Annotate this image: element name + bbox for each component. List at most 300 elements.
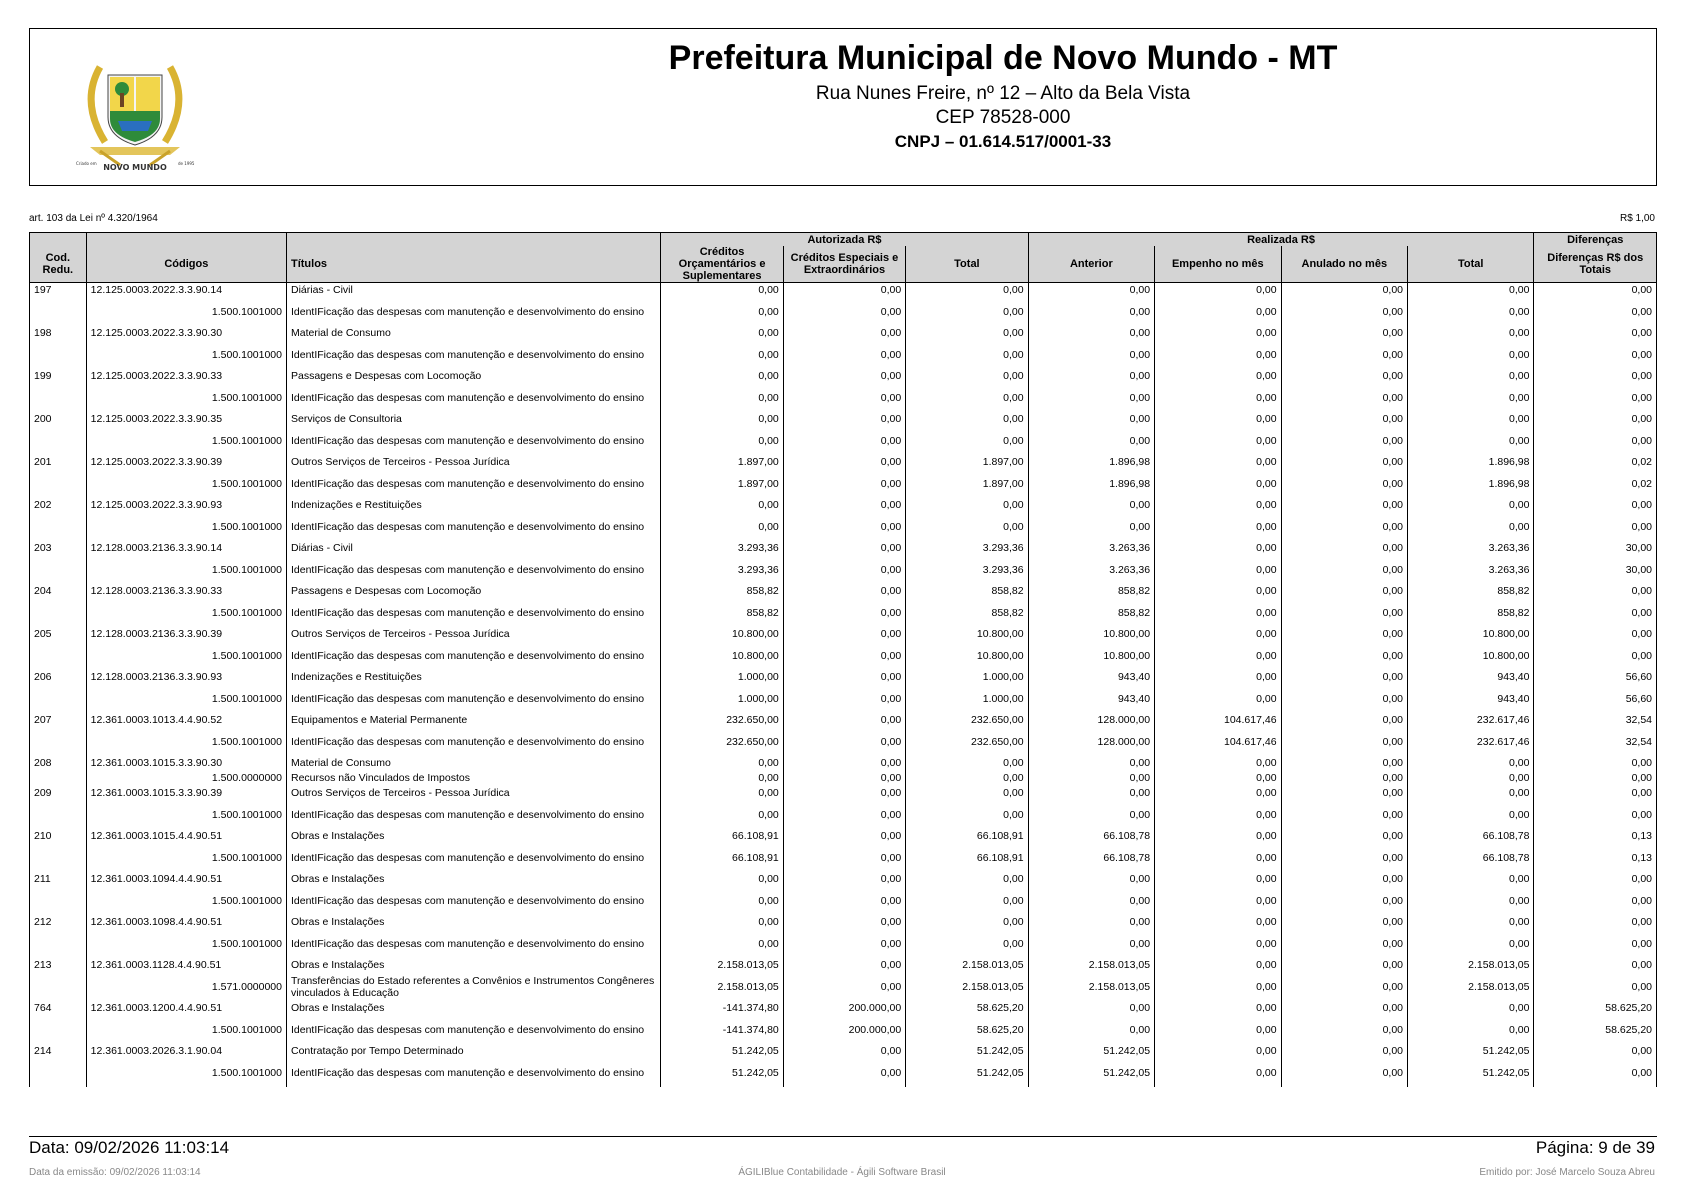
cell-empenho: 0,00 xyxy=(1155,1044,1281,1059)
cell-total-realized: 3.263,36 xyxy=(1408,556,1534,584)
cell-total-authorized: 0,00 xyxy=(906,930,1028,958)
cell-cod xyxy=(30,771,87,786)
cell-title: Passagens e Despesas com Locomoção xyxy=(286,369,660,384)
cell-credits: 0,00 xyxy=(661,771,783,786)
cell-difference: 58.625,20 xyxy=(1534,1001,1657,1016)
cell-total-realized: 10.800,00 xyxy=(1408,642,1534,670)
cell-title: Equipamentos e Material Permanente xyxy=(286,713,660,728)
cell-title: Outros Serviços de Terceiros - Pessoa Jurídica xyxy=(286,786,660,801)
cell-cod xyxy=(30,1059,87,1087)
cell-code: 12.361.0003.1128.4.4.90.51 xyxy=(86,958,286,973)
cell-code: 1.500.1001000 xyxy=(86,341,286,369)
cell-empenho: 0,00 xyxy=(1155,341,1281,369)
cell-credits: 10.800,00 xyxy=(661,627,783,642)
cell-special: 0,00 xyxy=(783,887,905,915)
cell-anulado: 0,00 xyxy=(1281,642,1407,670)
cell-cod: 764 xyxy=(30,1001,87,1016)
cell-total-authorized: 2.158.013,05 xyxy=(906,958,1028,973)
cell-anulado: 0,00 xyxy=(1281,872,1407,887)
cell-credits: 0,00 xyxy=(661,872,783,887)
cell-code: 1.500.1001000 xyxy=(86,384,286,412)
cell-difference: 0,00 xyxy=(1534,283,1657,299)
cell-total-authorized: 1.000,00 xyxy=(906,685,1028,713)
column-header-special-credits: Créditos Especiais e Extraordinários xyxy=(783,246,905,283)
column-header-total-authorized: Total xyxy=(906,246,1028,283)
cell-code: 1.500.1001000 xyxy=(86,513,286,541)
cell-empenho: 0,00 xyxy=(1155,427,1281,455)
cell-title: IdentIFicação das despesas com manutenção e desenvolvimento do ensino xyxy=(286,427,660,455)
cell-total-realized: 1.896,98 xyxy=(1408,455,1534,470)
cell-total-realized: 943,40 xyxy=(1408,670,1534,685)
cell-difference: 0,00 xyxy=(1534,1059,1657,1087)
table-row-detail xyxy=(30,556,1657,584)
table-row xyxy=(30,1001,1657,1016)
cell-total-realized: 0,00 xyxy=(1408,786,1534,801)
cell-credits: 1.000,00 xyxy=(661,685,783,713)
cell-difference: 0,00 xyxy=(1534,930,1657,958)
cell-anulado: 0,00 xyxy=(1281,973,1407,1001)
cell-special: 0,00 xyxy=(783,872,905,887)
cell-credits: 0,00 xyxy=(661,412,783,427)
cell-code: 1.500.1001000 xyxy=(86,930,286,958)
cell-cod: 211 xyxy=(30,872,87,887)
table-row xyxy=(30,1044,1657,1059)
cell-special: 0,00 xyxy=(783,670,905,685)
cell-prior: 0,00 xyxy=(1028,298,1154,326)
cell-prior: 0,00 xyxy=(1028,1001,1154,1016)
cell-empenho: 0,00 xyxy=(1155,627,1281,642)
cell-title: Material de Consumo xyxy=(286,326,660,341)
table-row-detail xyxy=(30,642,1657,670)
table-row xyxy=(30,369,1657,384)
cell-anulado: 0,00 xyxy=(1281,915,1407,930)
cell-total-authorized: 0,00 xyxy=(906,369,1028,384)
cell-anulado: 0,00 xyxy=(1281,958,1407,973)
cell-difference: 0,13 xyxy=(1534,844,1657,872)
cell-empenho: 0,00 xyxy=(1155,599,1281,627)
group-header-realized: Realizada R$ xyxy=(1028,233,1534,247)
cell-credits: 232.650,00 xyxy=(661,728,783,756)
cell-credits: 66.108,91 xyxy=(661,844,783,872)
cell-title: Obras e Instalações xyxy=(286,915,660,930)
cell-cod: 198 xyxy=(30,326,87,341)
cell-empenho: 0,00 xyxy=(1155,756,1281,771)
cell-special: 0,00 xyxy=(783,455,905,470)
footer-software: ÁGILIBlue Contabilidade - Ágili Software Brasil xyxy=(738,1167,946,1178)
cell-empenho: 0,00 xyxy=(1155,844,1281,872)
cell-total-authorized: 0,00 xyxy=(906,801,1028,829)
cell-total-realized: 0,00 xyxy=(1408,283,1534,299)
cell-difference: 32,54 xyxy=(1534,728,1657,756)
cell-credits: 232.650,00 xyxy=(661,713,783,728)
cell-anulado: 0,00 xyxy=(1281,584,1407,599)
cell-difference: 56,60 xyxy=(1534,685,1657,713)
table-row-detail xyxy=(30,844,1657,872)
table-row-detail xyxy=(30,599,1657,627)
cell-anulado: 0,00 xyxy=(1281,599,1407,627)
cell-cod: 206 xyxy=(30,670,87,685)
cell-cod xyxy=(30,513,87,541)
cell-prior: 66.108,78 xyxy=(1028,844,1154,872)
svg-text:de 1995: de 1995 xyxy=(178,161,195,166)
cell-cod xyxy=(30,973,87,1001)
cell-title: IdentIFicação das despesas com manutenção e desenvolvimento do ensino xyxy=(286,930,660,958)
cell-code: 12.128.0003.2136.3.3.90.93 xyxy=(86,670,286,685)
cell-anulado: 0,00 xyxy=(1281,498,1407,513)
cell-difference: 0,00 xyxy=(1534,801,1657,829)
cell-credits: -141.374,80 xyxy=(661,1001,783,1016)
cell-credits: 3.293,36 xyxy=(661,556,783,584)
cell-prior: 0,00 xyxy=(1028,369,1154,384)
cell-prior: 858,82 xyxy=(1028,599,1154,627)
cell-empenho: 0,00 xyxy=(1155,1059,1281,1087)
footer-date: Data: 09/02/2026 11:03:14 xyxy=(29,1138,230,1157)
cell-title: Obras e Instalações xyxy=(286,958,660,973)
cell-special: 0,00 xyxy=(783,627,905,642)
cell-credits: 0,00 xyxy=(661,369,783,384)
cell-cod: 207 xyxy=(30,713,87,728)
table-row xyxy=(30,326,1657,341)
cell-title: Diárias - Civil xyxy=(286,541,660,556)
cell-credits: 51.242,05 xyxy=(661,1044,783,1059)
cell-code: 12.361.0003.1015.4.4.90.51 xyxy=(86,829,286,844)
cell-title: IdentIFicação das despesas com manutenção e desenvolvimento do ensino xyxy=(286,1016,660,1044)
cell-anulado: 0,00 xyxy=(1281,756,1407,771)
cell-special: 0,00 xyxy=(783,326,905,341)
cell-empenho: 0,00 xyxy=(1155,584,1281,599)
table-row xyxy=(30,670,1657,685)
cell-cod: 210 xyxy=(30,829,87,844)
table-row-detail xyxy=(30,341,1657,369)
cell-total-realized: 66.108,78 xyxy=(1408,829,1534,844)
cell-title: IdentIFicação das despesas com manutenção e desenvolvimento do ensino xyxy=(286,470,660,498)
cell-difference: 0,00 xyxy=(1534,326,1657,341)
cell-cod xyxy=(30,685,87,713)
table-row-detail xyxy=(30,930,1657,958)
cell-anulado: 0,00 xyxy=(1281,670,1407,685)
cell-difference: 0,00 xyxy=(1534,642,1657,670)
cell-cod: 208 xyxy=(30,756,87,771)
cell-total-authorized: 0,00 xyxy=(906,786,1028,801)
cell-empenho: 0,00 xyxy=(1155,541,1281,556)
table-row-detail xyxy=(30,685,1657,713)
cell-title: Serviços de Consultoria xyxy=(286,412,660,427)
cell-special: 0,00 xyxy=(783,1044,905,1059)
cell-special: 0,00 xyxy=(783,541,905,556)
cell-code: 12.128.0003.2136.3.3.90.39 xyxy=(86,627,286,642)
cell-prior: 0,00 xyxy=(1028,915,1154,930)
cell-prior: 0,00 xyxy=(1028,786,1154,801)
cell-total-authorized: 58.625,20 xyxy=(906,1001,1028,1016)
cell-total-realized: 0,00 xyxy=(1408,384,1534,412)
cell-difference: 0,00 xyxy=(1534,498,1657,513)
cell-cod xyxy=(30,930,87,958)
cell-empenho: 0,00 xyxy=(1155,915,1281,930)
cell-anulado: 0,00 xyxy=(1281,1059,1407,1087)
cell-cod: 213 xyxy=(30,958,87,973)
cell-special: 0,00 xyxy=(783,412,905,427)
cell-special: 0,00 xyxy=(783,513,905,541)
cell-prior: 0,00 xyxy=(1028,887,1154,915)
cell-anulado: 0,00 xyxy=(1281,326,1407,341)
column-header-total-realized: Total xyxy=(1408,246,1534,283)
cell-code: 1.500.1001000 xyxy=(86,298,286,326)
cell-cod: 214 xyxy=(30,1044,87,1059)
address-street: Rua Nunes Freire, nº 12 – Alto da Bela Vista xyxy=(815,83,1191,104)
cell-code: 1.571.0000000 xyxy=(86,973,286,1001)
cell-prior: 0,00 xyxy=(1028,513,1154,541)
table-row xyxy=(30,412,1657,427)
cell-title: Material de Consumo xyxy=(286,756,660,771)
cell-cod: 202 xyxy=(30,498,87,513)
cell-difference: 0,02 xyxy=(1534,455,1657,470)
cell-total-realized: 2.158.013,05 xyxy=(1408,973,1534,1001)
cell-prior: 51.242,05 xyxy=(1028,1059,1154,1087)
cell-anulado: 0,00 xyxy=(1281,685,1407,713)
cell-title: IdentIFicação das despesas com manutenção e desenvolvimento do ensino xyxy=(286,685,660,713)
cell-total-authorized: 1.897,00 xyxy=(906,455,1028,470)
cell-total-realized: 0,00 xyxy=(1408,369,1534,384)
cell-total-authorized: 0,00 xyxy=(906,412,1028,427)
cell-code: 12.361.0003.1015.3.3.90.30 xyxy=(86,756,286,771)
cell-total-realized: 0,00 xyxy=(1408,1016,1534,1044)
cell-title: IdentIFicação das despesas com manutenção e desenvolvimento do ensino xyxy=(286,1059,660,1087)
cell-empenho: 0,00 xyxy=(1155,498,1281,513)
cell-code: 1.500.1001000 xyxy=(86,427,286,455)
municipal-coat-of-arms-logo xyxy=(70,47,200,175)
cell-prior: 0,00 xyxy=(1028,283,1154,299)
cell-anulado: 0,00 xyxy=(1281,455,1407,470)
cell-prior: 3.263,36 xyxy=(1028,541,1154,556)
table-row-detail xyxy=(30,771,1657,786)
cell-cod xyxy=(30,801,87,829)
legal-basis: art. 103 da Lei nº 4.320/1964 xyxy=(29,213,158,224)
column-header-credits: Créditos Orçamentários e Suplementares xyxy=(661,246,783,283)
cell-credits: 0,00 xyxy=(661,756,783,771)
cell-special: 0,00 xyxy=(783,369,905,384)
cell-special: 0,00 xyxy=(783,756,905,771)
table-row xyxy=(30,627,1657,642)
cell-code: 1.500.1001000 xyxy=(86,599,286,627)
cell-difference: 58.625,20 xyxy=(1534,1016,1657,1044)
cell-difference: 0,00 xyxy=(1534,412,1657,427)
footer-issued-by: Emitido por: José Marcelo Souza Abreu xyxy=(1479,1167,1655,1178)
cell-empenho: 0,00 xyxy=(1155,829,1281,844)
table-row-detail xyxy=(30,887,1657,915)
cell-credits: 0,00 xyxy=(661,915,783,930)
cell-total-authorized: 0,00 xyxy=(906,887,1028,915)
cell-code: 12.361.0003.2026.3.1.90.04 xyxy=(86,1044,286,1059)
cell-code: 12.125.0003.2022.3.3.90.14 xyxy=(86,283,286,299)
cell-anulado: 0,00 xyxy=(1281,1044,1407,1059)
cell-difference: 0,00 xyxy=(1534,872,1657,887)
cell-difference: 56,60 xyxy=(1534,670,1657,685)
cell-anulado: 0,00 xyxy=(1281,728,1407,756)
cell-total-authorized: 858,82 xyxy=(906,584,1028,599)
column-header-empenho: Empenho no mês xyxy=(1155,246,1281,283)
cell-total-authorized: 232.650,00 xyxy=(906,713,1028,728)
cell-title: Indenizações e Restituições xyxy=(286,670,660,685)
cell-prior: 0,00 xyxy=(1028,1016,1154,1044)
cell-anulado: 0,00 xyxy=(1281,298,1407,326)
cell-credits: 0,00 xyxy=(661,384,783,412)
cell-empenho: 0,00 xyxy=(1155,556,1281,584)
cell-total-realized: 51.242,05 xyxy=(1408,1059,1534,1087)
cell-code: 12.125.0003.2022.3.3.90.93 xyxy=(86,498,286,513)
cell-title: Transferências do Estado referentes a Convênios e Instrumentos Congêneres vinculados à Educação xyxy=(286,973,660,1001)
cell-code: 1.500.1001000 xyxy=(86,470,286,498)
cell-total-realized: 3.263,36 xyxy=(1408,541,1534,556)
cell-special: 0,00 xyxy=(783,771,905,786)
cell-prior: 66.108,78 xyxy=(1028,829,1154,844)
cell-difference: 0,00 xyxy=(1534,584,1657,599)
cell-code: 1.500.1001000 xyxy=(86,685,286,713)
cell-prior: 0,00 xyxy=(1028,756,1154,771)
cell-total-authorized: 3.293,36 xyxy=(906,556,1028,584)
cell-code: 1.500.1001000 xyxy=(86,844,286,872)
table-row xyxy=(30,283,1657,299)
cell-prior: 0,00 xyxy=(1028,412,1154,427)
footer-divider xyxy=(29,1136,1657,1137)
cell-special: 0,00 xyxy=(783,1059,905,1087)
cell-credits: 1.000,00 xyxy=(661,670,783,685)
column-header-codes: Códigos xyxy=(86,246,286,283)
cell-prior: 943,40 xyxy=(1028,685,1154,713)
cell-special: 0,00 xyxy=(783,498,905,513)
cell-empenho: 0,00 xyxy=(1155,801,1281,829)
cell-anulado: 0,00 xyxy=(1281,844,1407,872)
cell-total-realized: 943,40 xyxy=(1408,685,1534,713)
cell-cod: 201 xyxy=(30,455,87,470)
column-header-cod: Cod. Redu. xyxy=(30,246,87,283)
cell-prior: 2.158.013,05 xyxy=(1028,973,1154,1001)
cell-empenho: 0,00 xyxy=(1155,326,1281,341)
cell-special: 0,00 xyxy=(783,298,905,326)
cell-total-authorized: 3.293,36 xyxy=(906,541,1028,556)
cell-total-authorized: 2.158.013,05 xyxy=(906,973,1028,1001)
cell-title: IdentIFicação das despesas com manutenção e desenvolvimento do ensino xyxy=(286,728,660,756)
table-row xyxy=(30,455,1657,470)
cell-prior: 0,00 xyxy=(1028,498,1154,513)
cell-total-realized: 0,00 xyxy=(1408,412,1534,427)
cell-code: 1.500.1001000 xyxy=(86,1059,286,1087)
cell-difference: 0,13 xyxy=(1534,829,1657,844)
cell-code: 12.125.0003.2022.3.3.90.30 xyxy=(86,326,286,341)
header-spacer xyxy=(286,233,660,247)
cell-code: 1.500.1001000 xyxy=(86,1016,286,1044)
column-header-titles: Títulos xyxy=(286,246,660,283)
cell-title: IdentIFicação das despesas com manutenção e desenvolvimento do ensino xyxy=(286,556,660,584)
cell-credits: 0,00 xyxy=(661,283,783,299)
cell-total-realized: 0,00 xyxy=(1408,887,1534,915)
cell-empenho: 0,00 xyxy=(1155,786,1281,801)
cell-total-realized: 858,82 xyxy=(1408,599,1534,627)
cell-total-realized: 0,00 xyxy=(1408,872,1534,887)
cell-credits: 2.158.013,05 xyxy=(661,973,783,1001)
cell-anulado: 0,00 xyxy=(1281,541,1407,556)
cell-prior: 0,00 xyxy=(1028,427,1154,455)
cell-title: Obras e Instalações xyxy=(286,829,660,844)
cell-empenho: 0,00 xyxy=(1155,887,1281,915)
cell-title: IdentIFicação das despesas com manutenção e desenvolvimento do ensino xyxy=(286,513,660,541)
cell-total-authorized: 0,00 xyxy=(906,771,1028,786)
cell-prior: 0,00 xyxy=(1028,341,1154,369)
cell-prior: 0,00 xyxy=(1028,384,1154,412)
header-box xyxy=(29,28,1657,186)
cell-special: 0,00 xyxy=(783,584,905,599)
header-spacer xyxy=(30,233,87,247)
cell-empenho: 0,00 xyxy=(1155,642,1281,670)
cell-credits: 0,00 xyxy=(661,801,783,829)
cell-title: Outros Serviços de Terceiros - Pessoa Jurídica xyxy=(286,455,660,470)
cell-code: 12.361.0003.1015.3.3.90.39 xyxy=(86,786,286,801)
cell-empenho: 0,00 xyxy=(1155,973,1281,1001)
cell-prior: 10.800,00 xyxy=(1028,642,1154,670)
cell-total-authorized: 0,00 xyxy=(906,427,1028,455)
cell-cod xyxy=(30,298,87,326)
cell-code: 12.125.0003.2022.3.3.90.35 xyxy=(86,412,286,427)
cell-total-authorized: 51.242,05 xyxy=(906,1059,1028,1087)
cell-difference: 0,00 xyxy=(1534,427,1657,455)
cell-special: 0,00 xyxy=(783,958,905,973)
cell-anulado: 0,00 xyxy=(1281,470,1407,498)
cell-prior: 0,00 xyxy=(1028,801,1154,829)
cell-total-authorized: 0,00 xyxy=(906,513,1028,541)
cell-credits: 0,00 xyxy=(661,930,783,958)
table-row xyxy=(30,713,1657,728)
cell-title: Outros Serviços de Terceiros - Pessoa Jurídica xyxy=(286,627,660,642)
cell-credits: 0,00 xyxy=(661,887,783,915)
footer-page-number: Página: 9 de 39 xyxy=(1535,1138,1655,1157)
table-row xyxy=(30,829,1657,844)
cell-special: 0,00 xyxy=(783,829,905,844)
cell-empenho: 0,00 xyxy=(1155,771,1281,786)
currency-unit: R$ 1,00 xyxy=(1619,213,1655,224)
cell-credits: 51.242,05 xyxy=(661,1059,783,1087)
cell-cod xyxy=(30,427,87,455)
cell-cod xyxy=(30,599,87,627)
cell-anulado: 0,00 xyxy=(1281,1001,1407,1016)
cell-total-realized: 66.108,78 xyxy=(1408,844,1534,872)
cell-cod xyxy=(30,728,87,756)
cell-prior: 51.242,05 xyxy=(1028,1044,1154,1059)
cell-cod xyxy=(30,341,87,369)
cell-cod xyxy=(30,556,87,584)
cell-title: Contratação por Tempo Determinado xyxy=(286,1044,660,1059)
table-row-detail xyxy=(30,1016,1657,1044)
cell-special: 0,00 xyxy=(783,685,905,713)
cell-special: 0,00 xyxy=(783,930,905,958)
cell-cod: 199 xyxy=(30,369,87,384)
cell-total-realized: 232.617,46 xyxy=(1408,713,1534,728)
table-row xyxy=(30,756,1657,771)
cell-total-authorized: 0,00 xyxy=(906,326,1028,341)
table-row xyxy=(30,915,1657,930)
group-header-authorized: Autorizada R$ xyxy=(661,233,1028,247)
cell-empenho: 0,00 xyxy=(1155,513,1281,541)
column-header-anulado: Anulado no mês xyxy=(1281,246,1407,283)
cell-title: Obras e Instalações xyxy=(286,1001,660,1016)
svg-text:NOVO MUNDO: NOVO MUNDO xyxy=(103,163,167,172)
cell-difference: 0,00 xyxy=(1534,341,1657,369)
cell-empenho: 0,00 xyxy=(1155,670,1281,685)
cell-total-realized: 1.896,98 xyxy=(1408,470,1534,498)
cell-anulado: 0,00 xyxy=(1281,627,1407,642)
cell-code: 12.361.0003.1200.4.4.90.51 xyxy=(86,1001,286,1016)
cell-special: 0,00 xyxy=(783,915,905,930)
table-row-detail xyxy=(30,1059,1657,1087)
cell-empenho: 0,00 xyxy=(1155,958,1281,973)
